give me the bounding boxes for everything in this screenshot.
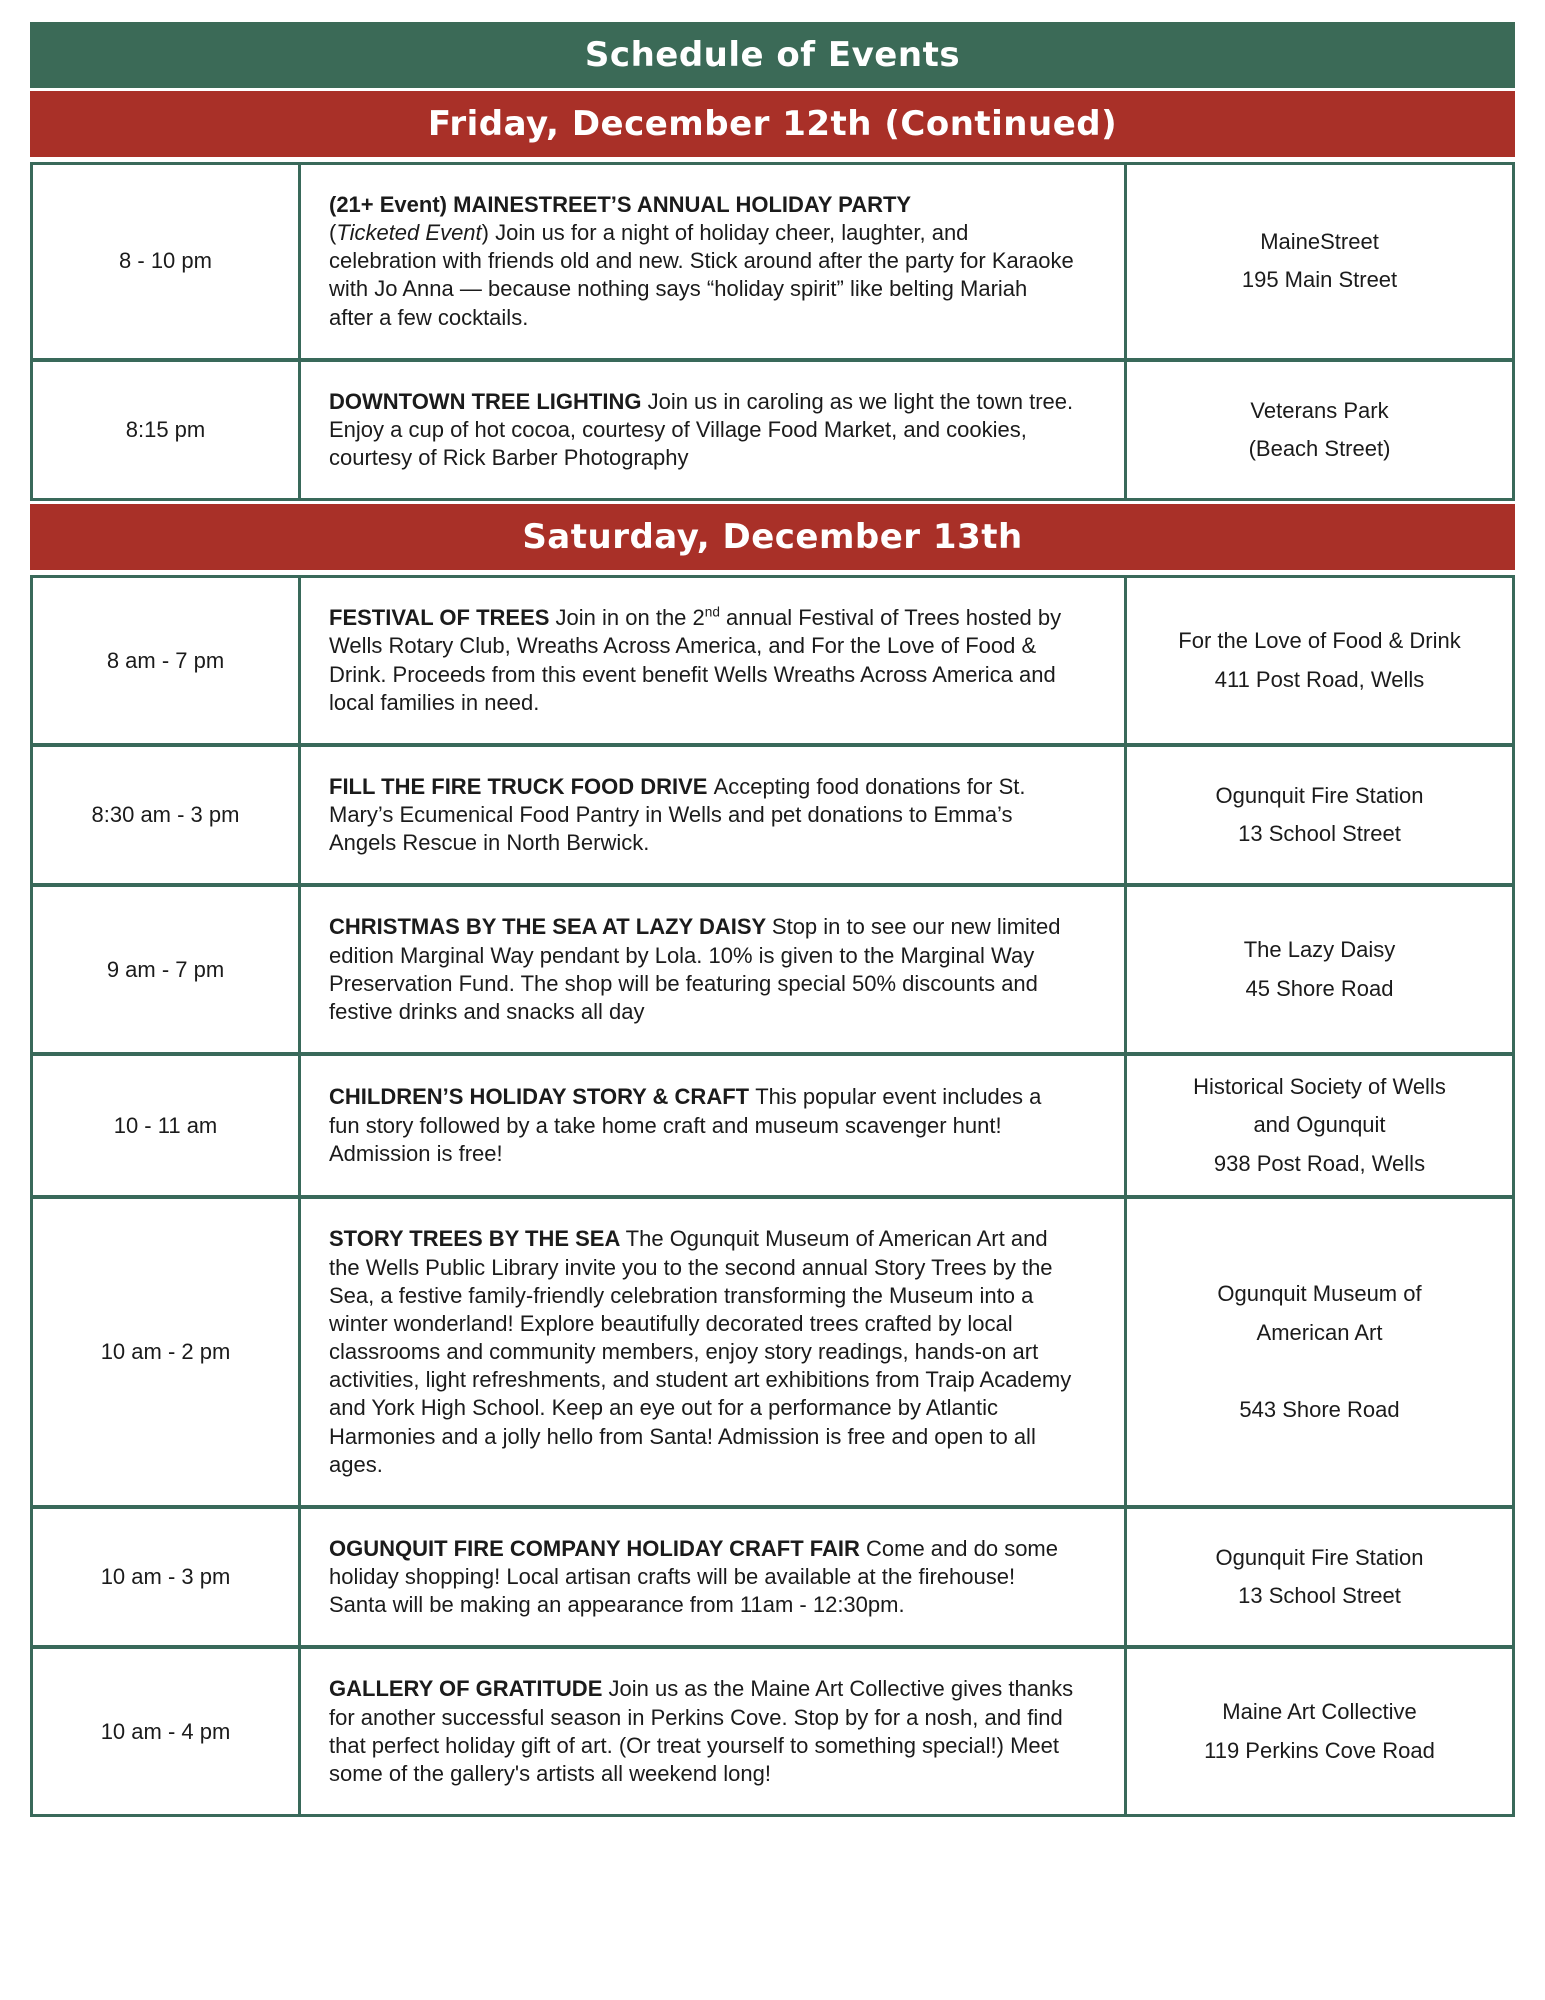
description-segment-bold: GALLERY OF GRATITUDE <box>329 1676 609 1702</box>
event-location-line: 543 Shore Road <box>1239 1396 1400 1422</box>
event-row <box>33 578 1512 747</box>
event-location <box>1127 578 1512 743</box>
event-location-line: Ogunquit Fire Station <box>1215 1544 1424 1570</box>
event-row <box>33 887 1512 1056</box>
event-location-line <box>1145 1352 1494 1391</box>
event-description <box>298 1199 1127 1504</box>
event-description <box>298 1649 1127 1814</box>
event-row <box>33 165 1512 362</box>
event-row <box>33 1649 1512 1814</box>
sections-container <box>30 91 1515 1817</box>
description-segment-bold: OGUNQUIT FIRE COMPANY HOLIDAY CRAFT FAIR <box>329 1535 866 1561</box>
event-row <box>33 1509 1512 1649</box>
event-row <box>33 1056 1512 1200</box>
event-location-line: 938 Post Road, Wells <box>1213 1150 1426 1176</box>
event-location-line: American Art <box>1256 1319 1383 1345</box>
description-segment-bold: CHILDREN’S HOLIDAY STORY & CRAFT <box>329 1084 756 1110</box>
event-location-line: 45 Shore Road <box>1245 975 1394 1001</box>
event-location-line: 195 Main Street <box>1241 267 1398 293</box>
event-description-text <box>329 1535 1074 1619</box>
event-time: 10 am - 2 pm <box>33 1199 298 1504</box>
description-segment-normal: Join us in caroling as we light the town tree. Enjoy a cup of hot cocoa, courtesy of Village Food Market, and cookies, courtesy of Rick Barber Photography <box>329 388 1074 471</box>
event-location <box>1127 165 1512 358</box>
description-segment-sup: nd <box>704 604 720 620</box>
event-description-text <box>329 1675 1074 1788</box>
events-table <box>30 575 1515 1817</box>
description-segment-normal: Stop in to see our new limited edition Marginal Way pendant by Lola. 10% is given to the Marginal Way Preservation Fund. The shop will be featuring special 50% discounts and festive drinks and snacks all day <box>329 914 1061 1024</box>
description-segment-bold: FESTIVAL OF TREES <box>329 605 556 631</box>
events-table <box>30 162 1515 501</box>
event-description <box>298 1509 1127 1645</box>
event-location-line: 411 Post Road, Wells <box>1214 666 1425 692</box>
event-time: 8:15 pm <box>33 362 298 498</box>
event-description-text <box>329 773 1074 857</box>
event-location-line: The Lazy Daisy <box>1243 937 1396 963</box>
description-segment-normal: Join us as the Maine Art Collective gives thanks for another successful season in Perkins Cove. Stop by for a nosh, and find that perfect holiday gift of art. (Or treat yourself to something special!) Meet some of the gallery's artists all weekend long! <box>329 1676 1074 1786</box>
event-location-line: (Beach Street) <box>1248 436 1391 462</box>
event-time: 10 - 11 am <box>33 1056 298 1196</box>
event-location-line: 13 School Street <box>1238 821 1401 847</box>
description-segment-normal: ( <box>329 220 337 246</box>
event-location-line: 13 School Street <box>1238 1583 1401 1609</box>
event-location-line: 119 Perkins Cove Road <box>1204 1737 1435 1763</box>
event-location <box>1127 1649 1512 1814</box>
event-location-line: Maine Art Collective <box>1222 1699 1417 1725</box>
event-location-line: Ogunquit Museum of <box>1217 1281 1422 1307</box>
section-header-bar <box>30 91 1515 157</box>
event-time: 9 am - 7 pm <box>33 887 298 1052</box>
event-time: 8 am - 7 pm <box>33 578 298 743</box>
event-description-text <box>329 191 1074 332</box>
description-segment-bold: STORY TREES BY THE SEA <box>329 1226 626 1252</box>
description-segment-bold: FILL THE FIRE TRUCK FOOD DRIVE <box>329 773 714 799</box>
description-segment-normal: The Ogunquit Museum of American Art and the Wells Public Library invite you to the second annual Story Trees by the Sea, a festive family-friendly celebration transforming the Museum into a winter wonderland! Explore beautifully decorated trees crafted by local classrooms and community members, enjoy story readings, hands-on art activities, light refreshments, and student art exhibitions from Traip Academy and York High School. Keep an eye out for a performance by Atlantic Harmonies and a jolly hello from Santa! Admission is free and open to all ages. <box>329 1226 1072 1477</box>
event-description-text <box>329 604 1074 717</box>
description-segment-normal: Join in on the 2 <box>555 605 705 631</box>
description-segment-normal: Accepting food donations for St. Mary’s Ecumenical Food Pantry in Wells and pet donations to Emma’s Angels Rescue in North Berwick. <box>329 773 1026 856</box>
event-description-text <box>329 913 1074 1026</box>
event-location <box>1127 747 1512 883</box>
event-description-text <box>329 1225 1074 1478</box>
page-title: Schedule of Events <box>584 35 961 75</box>
event-description <box>298 1056 1127 1196</box>
event-description-text <box>329 1083 1074 1167</box>
event-location <box>1127 1056 1512 1196</box>
event-row <box>33 747 1512 887</box>
event-description <box>298 747 1127 883</box>
event-location-line: Veterans Park <box>1250 397 1389 423</box>
event-row <box>33 1199 1512 1508</box>
description-segment-normal: Come and do some holiday shopping! Local artisan crafts will be available at the firehouse! Santa will be making an appearance from 11am - 12:30pm. <box>329 1535 1058 1618</box>
event-location-line: MaineStreet <box>1260 228 1379 254</box>
event-location <box>1127 1199 1512 1504</box>
page-title-bar <box>30 22 1515 88</box>
section-header-bar <box>30 504 1515 570</box>
description-segment-bold: CHRISTMAS BY THE SEA AT LAZY DAISY <box>329 914 772 940</box>
description-segment-normal: This popular event includes a fun story followed by a take home craft and museum scavenger hunt! Admission is free! <box>329 1084 1042 1166</box>
event-time: 10 am - 4 pm <box>33 1649 298 1814</box>
event-time: 8 - 10 pm <box>33 165 298 358</box>
event-description <box>298 578 1127 743</box>
section-title: Saturday, December 13th <box>522 517 1023 558</box>
event-time: 8:30 am - 3 pm <box>33 747 298 883</box>
event-row <box>33 362 1512 498</box>
event-location <box>1127 887 1512 1052</box>
event-description-text <box>329 388 1074 472</box>
event-time: 10 am - 3 pm <box>33 1509 298 1645</box>
event-location-line: Historical Society of Wells <box>1193 1073 1446 1099</box>
description-segment-bold: DOWNTOWN TREE LIGHTING <box>329 388 648 414</box>
description-segment-italic: Ticketed Event <box>336 220 482 246</box>
event-description <box>298 165 1127 358</box>
description-segment-normal: ) Join us for a night of holiday cheer, laughter, and celebration with friends old and new. Stick around after the party for Karaoke with Jo Anna — because nothing says “holiday spirit” like belting Mariah after a few cocktails. <box>329 220 1074 330</box>
event-location-line: Ogunquit Fire Station <box>1215 782 1424 808</box>
event-description <box>298 887 1127 1052</box>
section-title: Friday, December 12th (Continued) <box>427 104 1118 144</box>
event-location-line: and Ogunquit <box>1253 1112 1386 1138</box>
event-location <box>1127 1509 1512 1645</box>
event-location <box>1127 362 1512 498</box>
event-location-line: For the Love of Food & Drink <box>1178 628 1461 654</box>
description-segment-normal: annual Festival of Trees hosted by Wells Rotary Club, Wreaths Across America, and For the Love of Food & Drink. Proceeds from this event benefit Wells Wreaths Across America and local families in need. <box>329 605 1062 715</box>
description-segment-bold: (21+ Event) MAINESTREET’S ANNUAL HOLIDAY PARTY <box>329 192 912 217</box>
event-description <box>298 362 1127 498</box>
